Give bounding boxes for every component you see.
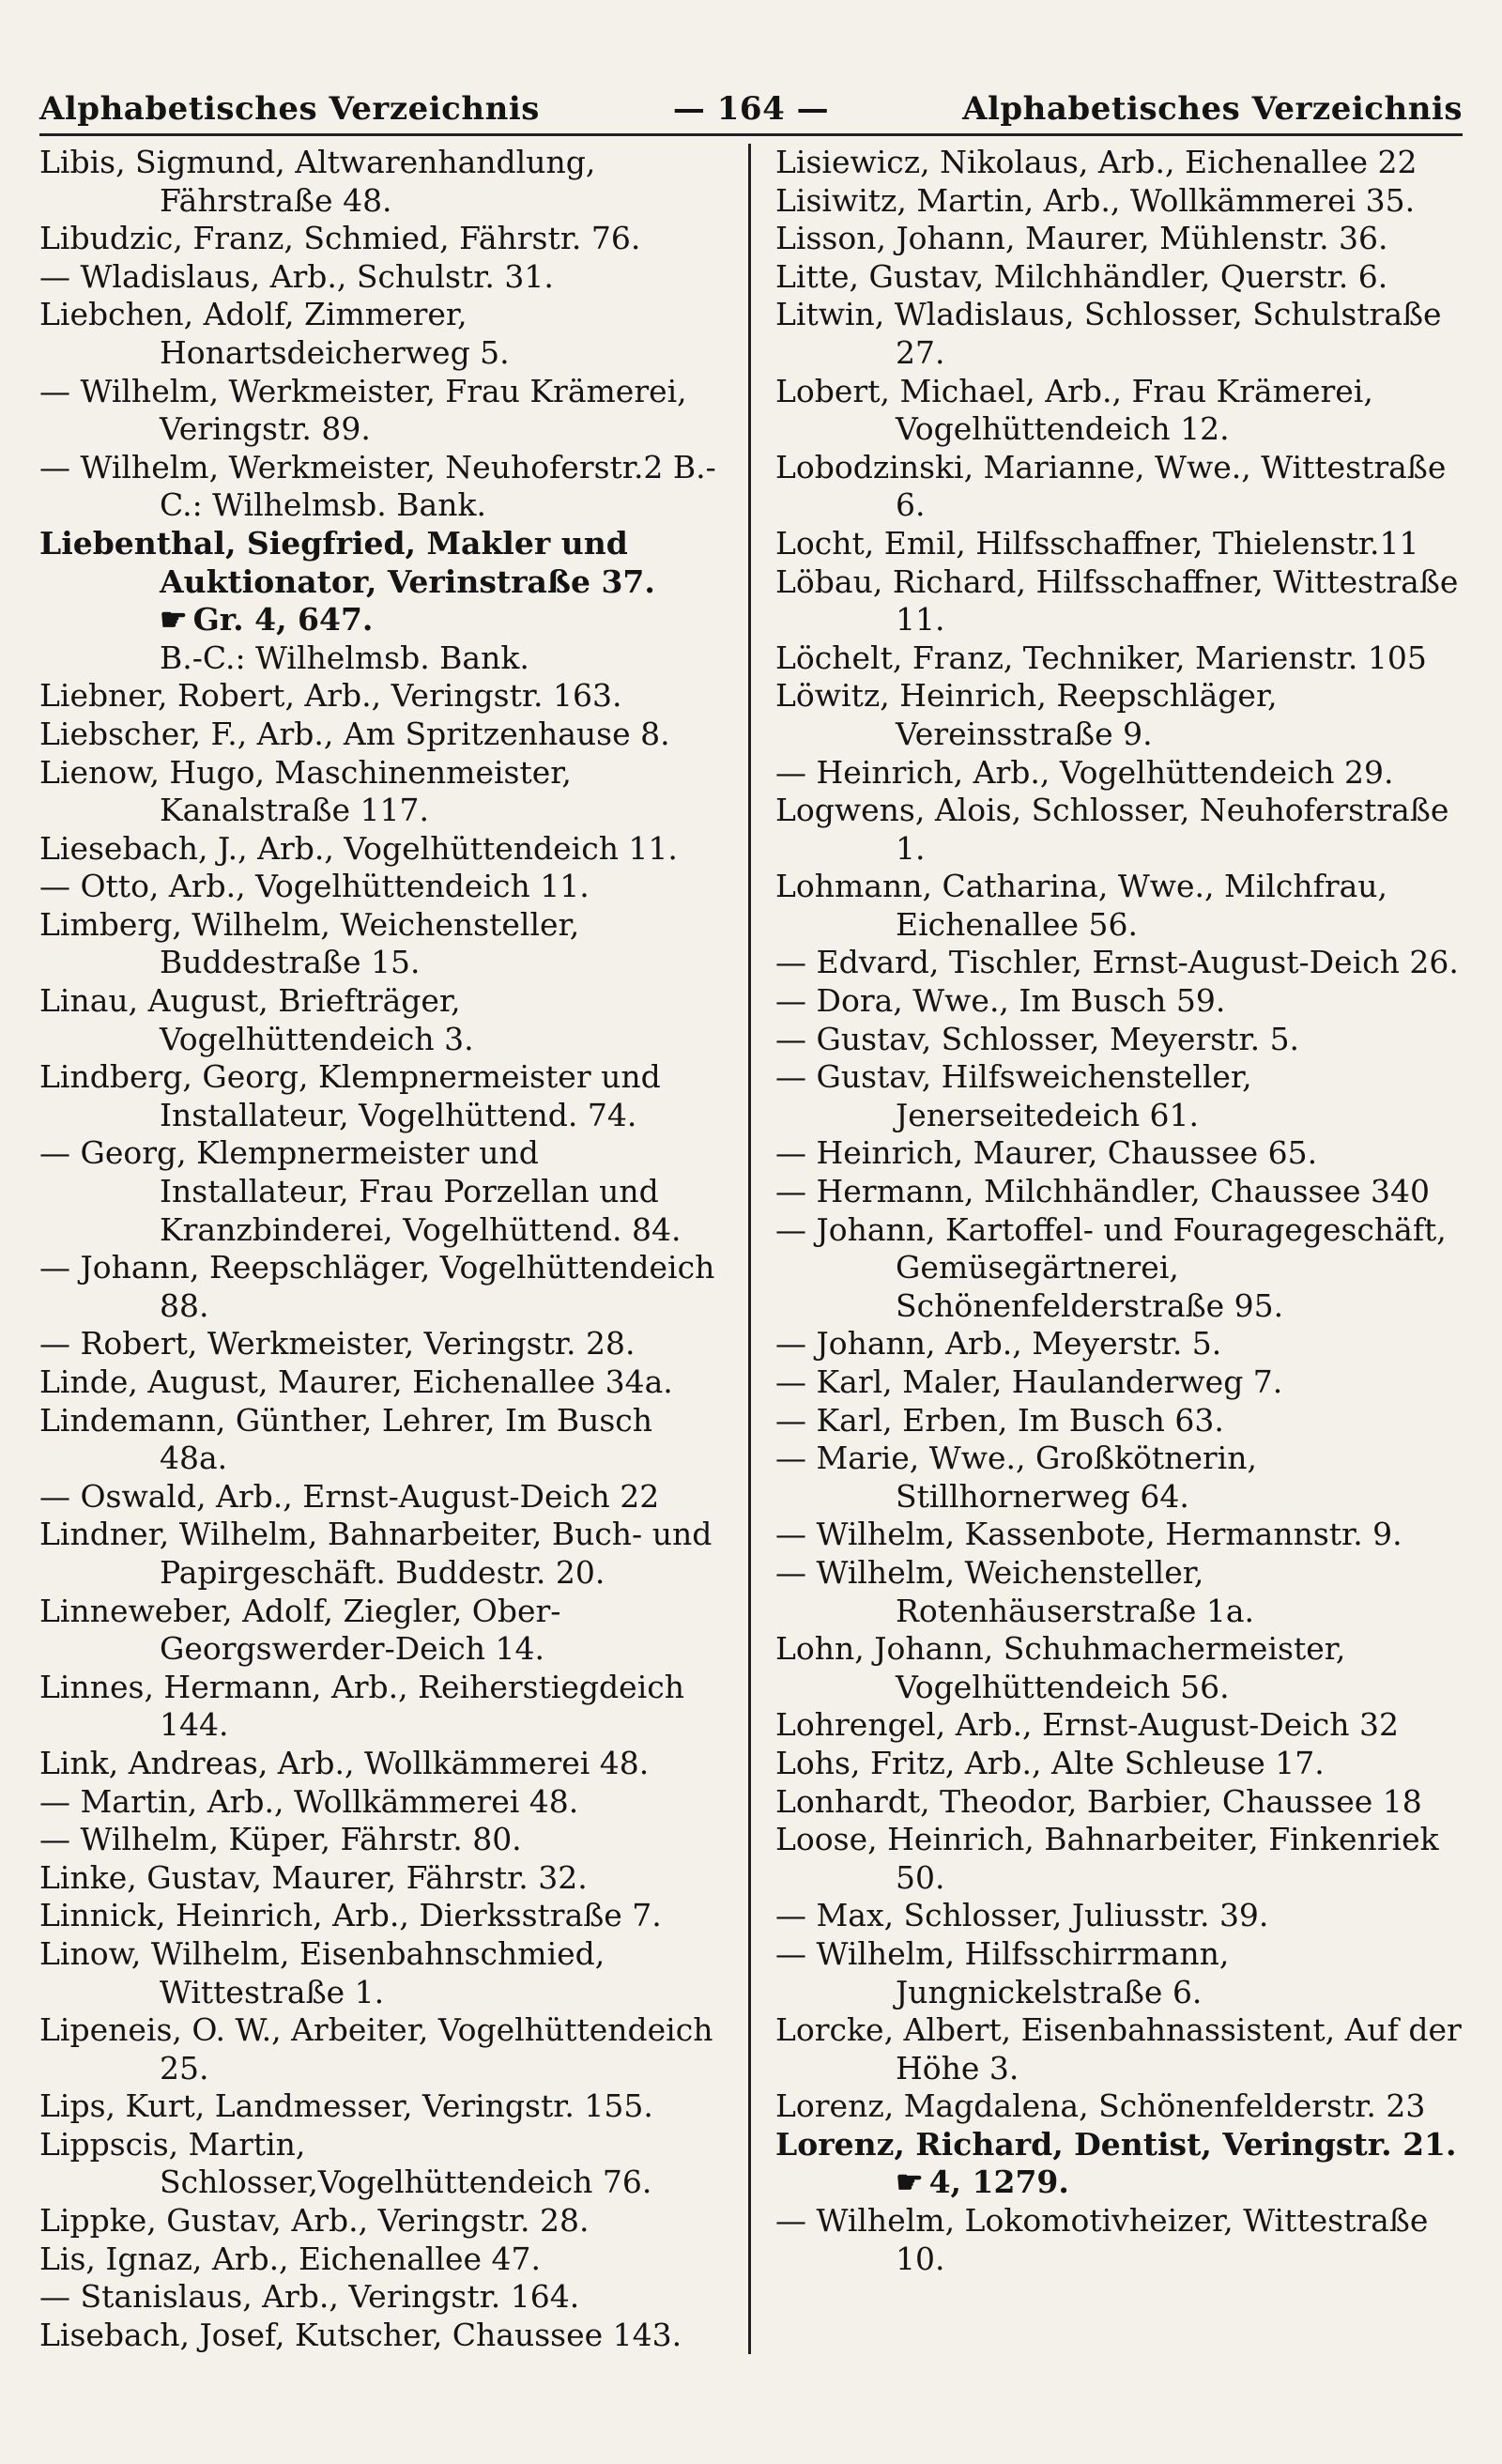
directory-entry: — Wilhelm, Weichensteller, Rotenhäuserstraße 1a. (775, 1553, 1255, 1629)
directory-entry: — Karl, Maler, Haulanderweg 7. (775, 1363, 1283, 1400)
directory-entry: Lisiwitz, Martin, Arb., Wollkämmerei 35. (775, 181, 1416, 219)
directory-entry: — Dora, Wwe., Im Busch 59. (775, 982, 1226, 1020)
telephone-number: 4, 1279. (928, 2164, 1069, 2201)
directory-entry: Linnick, Heinrich, Arb., Dierksstraße 7. (39, 1897, 662, 1934)
directory-entry: Lisebach, Josef, Kutscher, Chaussee 143. (39, 2316, 682, 2353)
directory-entry: Lorenz, Richard, Dentist, Veringstr. 21. (775, 2125, 1457, 2163)
directory-entry: Lippscis, Martin, Schlosser,Vogelhüttendeich 76. (39, 2125, 652, 2201)
header-left: Alphabetisches Verzeichnis (39, 90, 540, 128)
directory-entry: Lobert, Michael, Arb., Frau Krämerei, Vogelhüttendeich 12. (775, 372, 1384, 448)
directory-entry: Lisson, Johann, Maurer, Mühlenstr. 36. (775, 220, 1388, 257)
directory-entry: — Wilhelm, Werkmeister, Frau Krämerei, Veringstr. 89. (39, 372, 697, 448)
directory-entry: — Gustav, Schlosser, Meyerstr. 5. (775, 1020, 1300, 1057)
directory-entry: Linau, August, Briefträger, Vogelhüttendeich 3. (39, 982, 474, 1057)
directory-entry: — Johann, Kartoffel- und Fouragegeschäft, Gemüsegärtnerei, Schönenfelderstraße 95. (775, 1210, 1457, 1324)
directory-entry: — Wilhelm, Werkmeister, Neuhoferstr.2 B.-C.: Wilhelmsb. Bank. (39, 448, 716, 524)
telephone-entry (775, 2164, 1463, 2202)
directory-entry: — Martin, Arb., Wollkämmerei 48. (39, 1782, 579, 1820)
directory-entry: Lips, Kurt, Landmesser, Veringstr. 155. (39, 2087, 653, 2125)
directory-entry: — Johann, Arb., Meyerstr. 5. (775, 1325, 1222, 1363)
directory-entry: Lippke, Gustav, Arb., Veringstr. 28. (39, 2202, 590, 2240)
directory-entry: Linde, August, Maurer, Eichenallee 34a. (39, 1363, 673, 1400)
directory-entry: — Stanislaus, Arb., Veringstr. 164. (39, 2278, 580, 2316)
directory-entry: Linke, Gustav, Maurer, Fährstr. 32. (39, 1858, 588, 1896)
telephone-entry (39, 601, 724, 639)
left-column (39, 144, 751, 2354)
directory-entry: — Heinrich, Arb., Vogelhüttendeich 29. (775, 753, 1394, 791)
directory-entry: — Georg, Klempnermeister und Installateur, Frau Porzellan und Kranzbinderei, Vogelhüttend. 84. (39, 1134, 682, 1248)
directory-entry: — Wilhelm, Hilfsschirrmann, Jungnickelstraße 6. (775, 1934, 1239, 2010)
directory-entry: — Johann, Reepschläger, Vogelhüttendeich 88. (39, 1249, 725, 1324)
directory-entry: — Oswald, Arb., Ernst-August-Deich 22 (39, 1477, 660, 1515)
directory-entry: Linnes, Hermann, Arb., Reiherstiegdeich 144. (39, 1668, 695, 1744)
directory-entry: — Max, Schlosser, Juliusstr. 39. (775, 1897, 1269, 1934)
directory-entry: — Edvard, Tischler, Ernst-August-Deich 26. (775, 944, 1459, 981)
directory-entry: — Wladislaus, Arb., Schulstr. 31. (39, 257, 554, 295)
directory-entry: Lohn, Johann, Schuhmachermeister, Vogelhüttendeich 56. (775, 1630, 1356, 1705)
directory-entry: Löchelt, Franz, Techniker, Marienstr. 105 (775, 639, 1427, 676)
directory-entry: Lipeneis, O. W., Arbeiter, Vogelhüttendeich 25. (39, 2011, 723, 2087)
directory-entry: — Wilhelm, Kassenbote, Hermannstr. 9. (775, 1516, 1402, 1553)
directory-entry: Lindemann, Günther, Lehrer, Im Busch 48a. (39, 1401, 663, 1477)
directory-entry: — Hermann, Milchhändler, Chaussee 340 (775, 1173, 1431, 1210)
directory-entry: Locht, Emil, Hilfsschaffner, Thielenstr.11 (775, 524, 1419, 562)
page-header (39, 90, 1463, 136)
directory-entry: Libudzic, Franz, Schmied, Fährstr. 76. (39, 220, 641, 257)
directory-entry: Lohs, Fritz, Arb., Alte Schleuse 17. (775, 1744, 1325, 1781)
directory-entry: Lienow, Hugo, Maschinenmeister, Kanalstraße 117. (39, 753, 582, 829)
directory-entry: Liebchen, Adolf, Zimmerer, Honartsdeicherweg 5. (39, 296, 510, 371)
directory-entry: Loose, Heinrich, Bahnarbeiter, Finkenriek 50. (775, 1821, 1449, 1896)
directory-entry: — Otto, Arb., Vogelhüttendeich 11. (39, 868, 590, 905)
page-number: — 164 — (672, 90, 830, 128)
directory-entry: Litte, Gustav, Milchhändler, Querstr. 6. (775, 257, 1388, 295)
directory-entry: Lorcke, Albert, Eisenbahnassistent, Auf der Höhe 3. (775, 2011, 1472, 2087)
directory-entry: Lisiewicz, Nikolaus, Arb., Eichenallee 22 (775, 144, 1418, 180)
directory-entry: — Wilhelm, Küper, Fährstr. 80. (39, 1821, 522, 1858)
directory-entry: Liebenthal, Siegfried, Makler und Auktionator, Verinstraße 37. (39, 524, 655, 600)
directory-entry: Liebner, Robert, Arb., Veringstr. 163. (39, 677, 622, 715)
directory-entry: Lobodzinski, Marianne, Wwe., Wittestraße 6. (775, 448, 1456, 524)
directory-entry: — Marie, Wwe., Großkötnerin, Stillhornerweg 64. (775, 1440, 1267, 1515)
directory-entry: Löbau, Richard, Hilfsschaffner, Wittestraße 11. (775, 562, 1468, 639)
directory-entry: Lindberg, Georg, Klempnermeister und Installateur, Vogelhüttend. 74. (39, 1058, 671, 1133)
directory-entry: — Heinrich, Maurer, Chaussee 65. (775, 1134, 1318, 1172)
directory-entry: — Karl, Erben, Im Busch 63. (775, 1401, 1224, 1439)
directory-entry: Liebscher, F., Arb., Am Spritzenhause 8. (39, 715, 670, 752)
directory-entry: Liesebach, J., Arb., Vogelhüttendeich 11. (39, 829, 678, 867)
right-column (751, 144, 1472, 2354)
directory-entry: — Wilhelm, Lokomotivheizer, Wittestraße 10. (775, 2202, 1438, 2277)
directory-entry: Linneweber, Adolf, Ziegler, Ober-Georgswerder-Deich 14. (39, 1592, 561, 1668)
directory-entry: Löwitz, Heinrich, Reepschläger, Vereinsstraße 9. (775, 677, 1288, 752)
directory-entry: Lindner, Wilhelm, Bahnarbeiter, Buch- und Papirgeschäft. Buddestr. 20. (39, 1516, 722, 1591)
telephone-number: Gr. 4, 647. (192, 601, 374, 639)
header-right: Alphabetisches Verzeichnis (962, 90, 1463, 128)
directory-entry: Lohrengel, Arb., Ernst-August-Deich 32 (775, 1706, 1400, 1744)
directory-entry: Logwens, Alois, Schlosser, Neuhoferstraße 1. (775, 792, 1459, 867)
directory-entry: — Robert, Werkmeister, Veringstr. 28. (39, 1325, 636, 1363)
directory-entry: Limberg, Wilhelm, Weichensteller, Buddestraße 15. (39, 905, 590, 981)
directory-entry: Libis, Sigmund, Altwarenhandlung, Fährstraße 48. (39, 144, 605, 219)
directory-columns (39, 144, 1472, 2354)
directory-entry: Litwin, Wladislaus, Schlosser, Schulstraße 27. (775, 296, 1452, 371)
directory-entry: Link, Andreas, Arb., Wollkämmerei 48. (39, 1744, 650, 1781)
directory-entry: Lonhardt, Theodor, Barbier, Chaussee 18 (775, 1782, 1422, 1820)
directory-entry: Linow, Wilhelm, Eisenbahnschmied, Wittestraße 1. (39, 1934, 615, 2010)
directory-entry: — Gustav, Hilfsweichensteller, Jenerseitedeich 61. (775, 1058, 1263, 1133)
directory-entry: Lohmann, Catharina, Wwe., Milchfrau, Eichenallee 56. (775, 868, 1398, 943)
telephone-hand-icon: ☛ (160, 601, 188, 639)
telephone-hand-icon: ☛ (896, 2164, 924, 2201)
directory-entry: Lis, Ignaz, Arb., Eichenallee 47. (39, 2240, 542, 2277)
directory-entry: Lorenz, Magdalena, Schönenfelderstr. 23 (775, 2087, 1426, 2125)
directory-entry: B.-C.: Wilhelmsb. Bank. (160, 639, 529, 676)
